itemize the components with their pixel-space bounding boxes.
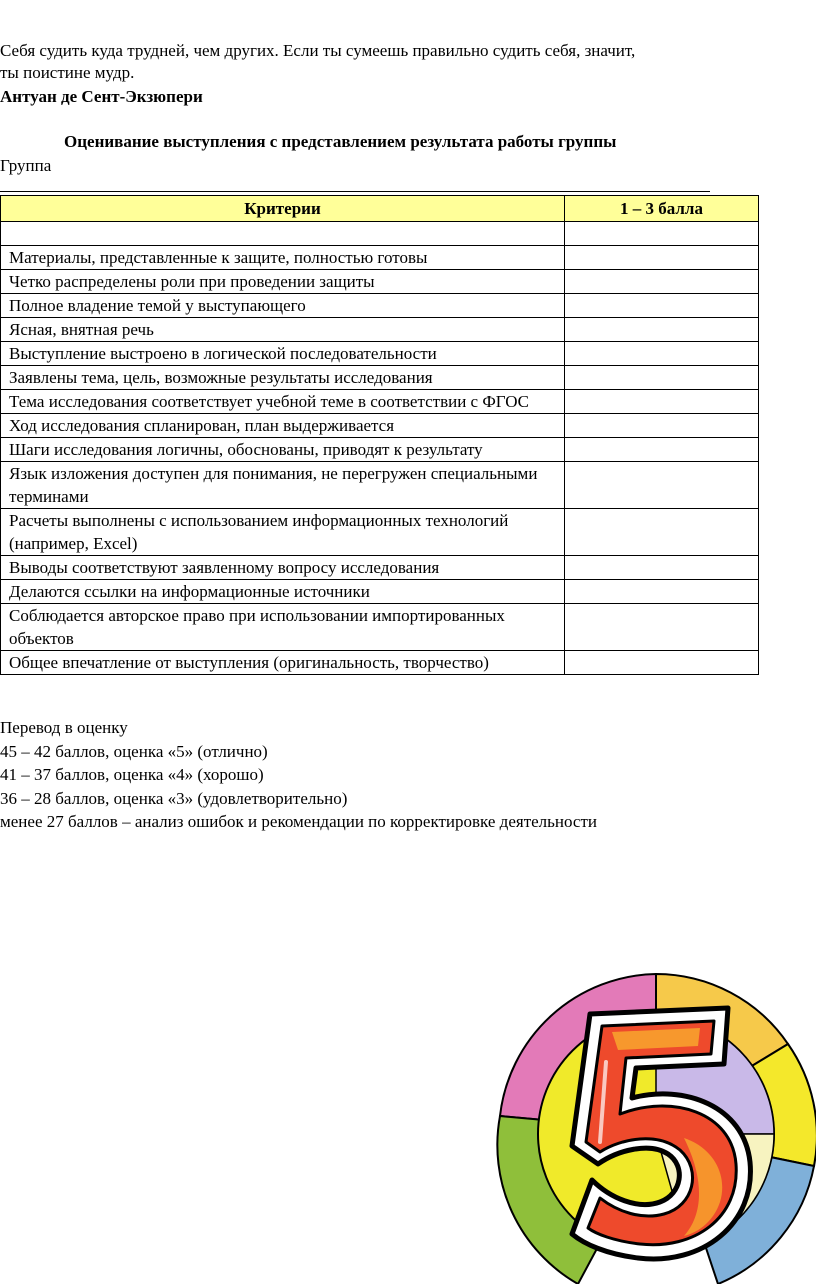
table-row [1, 270, 759, 294]
criterion-cell [1, 222, 565, 246]
score-cell [565, 556, 759, 580]
score-cell [565, 318, 759, 342]
table-row [1, 366, 759, 390]
score-cell [565, 509, 759, 556]
grade-conversion-title: Перевод в оценку [0, 718, 128, 737]
table-row [1, 318, 759, 342]
table-header-row [1, 196, 759, 222]
table-row [1, 246, 759, 270]
table-row [1, 462, 759, 509]
score-cell [565, 580, 759, 604]
table-row [1, 342, 759, 366]
table-row [1, 604, 759, 651]
criterion-cell: Язык изложения доступен для понимания, не перегружен специальными терминами [1, 462, 565, 509]
score-cell [565, 651, 759, 675]
grade-line-below: менее 27 баллов – анализ ошибок и рекомендации по корректировке деятельности [0, 812, 597, 831]
score-cell [565, 246, 759, 270]
criterion-cell: Четко распределены роли при проведении защиты [1, 270, 565, 294]
grade-conversion [0, 716, 810, 834]
document-title: Оценивание выступления с представлением результата работы группы [64, 132, 617, 151]
table-row [1, 294, 759, 318]
quote-line-1: Себя судить куда трудней, чем других. Если ты сумеешь правильно судить себя, значит, [0, 41, 636, 60]
criterion-cell: Ясная, внятная речь [1, 318, 565, 342]
score-cell [565, 414, 759, 438]
criterion-cell: Материалы, представленные к защите, полностью готовы [1, 246, 565, 270]
table-row [1, 390, 759, 414]
score-cell [565, 462, 759, 509]
quote-line-2: ты поистине мудр. [0, 63, 135, 82]
table-row [1, 651, 759, 675]
criterion-cell: Расчеты выполнены с использованием информационных технологий (например, Excel) [1, 509, 565, 556]
grade-line-5: 45 – 42 баллов, оценка «5» (отлично) [0, 741, 268, 761]
criterion-cell: Соблюдается авторское право при использовании импортированных объектов [1, 604, 565, 651]
grade-line-3: 36 – 28 баллов, оценка «3» (удовлетворительно) [0, 788, 348, 808]
criterion-cell: Выводы соответствуют заявленному вопросу исследования [1, 556, 565, 580]
score-cell [565, 390, 759, 414]
criterion-cell: Тема исследования соответствует учебной теме в соответствии с ФГОС [1, 390, 565, 414]
epigraph-quote [0, 40, 800, 84]
grade-five-badge [488, 966, 816, 1284]
table-row [1, 414, 759, 438]
header-score: 1 – 3 балла [565, 196, 759, 222]
criteria-table [0, 195, 759, 675]
criterion-cell: Ход исследования спланирован, план выдерживается [1, 414, 565, 438]
table-row [1, 580, 759, 604]
table-row [1, 509, 759, 556]
score-cell [565, 366, 759, 390]
group-fill-line [0, 191, 710, 192]
header-criteria: Критерии [1, 196, 565, 222]
criterion-cell: Общее впечатление от выступления (оригинальность, творчество) [1, 651, 565, 675]
criterion-cell: Заявлены тема, цель, возможные результаты исследования [1, 366, 565, 390]
group-label: Группа [0, 156, 52, 175]
table-row [1, 222, 759, 246]
table-row [1, 556, 759, 580]
table-row [1, 438, 759, 462]
criterion-cell: Полное владение темой у выступающего [1, 294, 565, 318]
quote-author: Антуан де Сент-Экзюпери [0, 87, 203, 106]
score-cell [565, 604, 759, 651]
criterion-cell: Шаги исследования логичны, обоснованы, приводят к результату [1, 438, 565, 462]
score-cell [565, 294, 759, 318]
criterion-cell: Делаются ссылки на информационные источники [1, 580, 565, 604]
digit-five-icon [572, 1008, 750, 1259]
grade-line-4: 41 – 37 баллов, оценка «4» (хорошо) [0, 765, 264, 784]
score-cell [565, 270, 759, 294]
score-cell [565, 342, 759, 366]
criterion-cell: Выступление выстроено в логической последовательности [1, 342, 565, 366]
score-cell [565, 438, 759, 462]
grade-five-badge-art [488, 966, 816, 1284]
score-cell [565, 222, 759, 246]
